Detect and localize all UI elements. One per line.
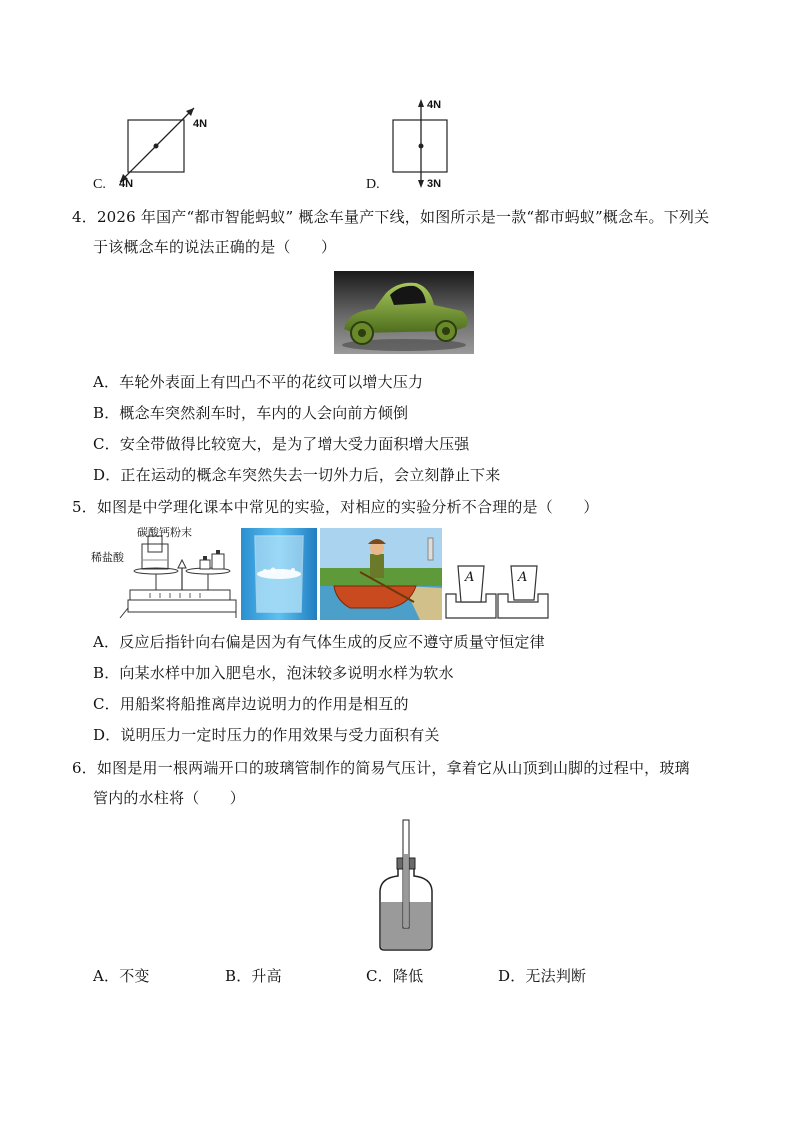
q6-option-a: A．不变 — [93, 967, 150, 985]
powder-label: 碳酸钙粉末 — [137, 526, 192, 539]
q5-stem: 5．如图是中学理化课本中常见的实验，对相应的实验分析不合理的是（ ） — [72, 498, 599, 516]
q5-option-a: A．反应后指针向右偏是因为有气体生成的反应不遵守质量守恒定律 — [93, 633, 545, 651]
figure-c-label: C. — [93, 177, 106, 192]
block-a1-label: A — [465, 570, 475, 585]
q5-option-d: D．说明压力一定时压力的作用效果与受力面积有关 — [93, 726, 440, 744]
q4-option-c: C．安全带做得比较宽大，是为了增大受力面积增大压强 — [93, 435, 470, 453]
pressure-blocks-image — [444, 560, 550, 620]
figure-d-label: D. — [366, 177, 380, 192]
q4-stem-line2: 于该概念车的说法正确的是（ ） — [93, 238, 337, 256]
q6-stem-line2: 管内的水柱将（ ） — [93, 789, 246, 807]
q6-stem-line1: 6．如图是用一根两端开口的玻璃管制作的简易气压计，拿着它从山顶到山脚的过程中，玻璃 — [72, 759, 690, 777]
figure-c-force-bottom: 4N — [119, 178, 134, 190]
figure-d-force-top: 4N — [427, 99, 442, 111]
q5-option-b: B．向某水样中加入肥皂水，泡沫较多说明水样为软水 — [93, 664, 454, 682]
q6-option-c: C．降低 — [366, 967, 424, 985]
rowing-boat-image — [320, 528, 442, 620]
q6-option-b: B．升高 — [225, 967, 282, 985]
figure-d — [380, 96, 460, 194]
concept-car-image — [334, 271, 474, 354]
q4-option-a: A．车轮外表面上有凹凸不平的花纹可以增大压力 — [93, 373, 424, 391]
q6-option-d: D．无法判断 — [498, 967, 587, 985]
figure-c — [90, 100, 220, 195]
figure-d-force-bottom: 3N — [427, 178, 442, 190]
barometer-bottle-figure — [376, 818, 436, 954]
q5-option-c: C．用船桨将船推离岸边说明力的作用是相互的 — [93, 695, 409, 713]
q4-option-b: B．概念车突然刹车时，车内的人会向前方倾倒 — [93, 404, 409, 422]
q4-stem-line1: 4．2026 年国产“都市智能蚂蚁” 概念车量产下线，如图所示是一款“都市蚂蚁”概念车。下列关 — [72, 208, 710, 226]
soapy-water-beaker-image — [241, 528, 317, 620]
figure-c-force-top: 4N — [193, 118, 208, 130]
q4-option-d: D．正在运动的概念车突然失去一切外力后，会立刻静止下来 — [93, 466, 501, 484]
block-a2-label: A — [518, 570, 528, 585]
acid-label: 稀盐酸 — [91, 551, 124, 564]
